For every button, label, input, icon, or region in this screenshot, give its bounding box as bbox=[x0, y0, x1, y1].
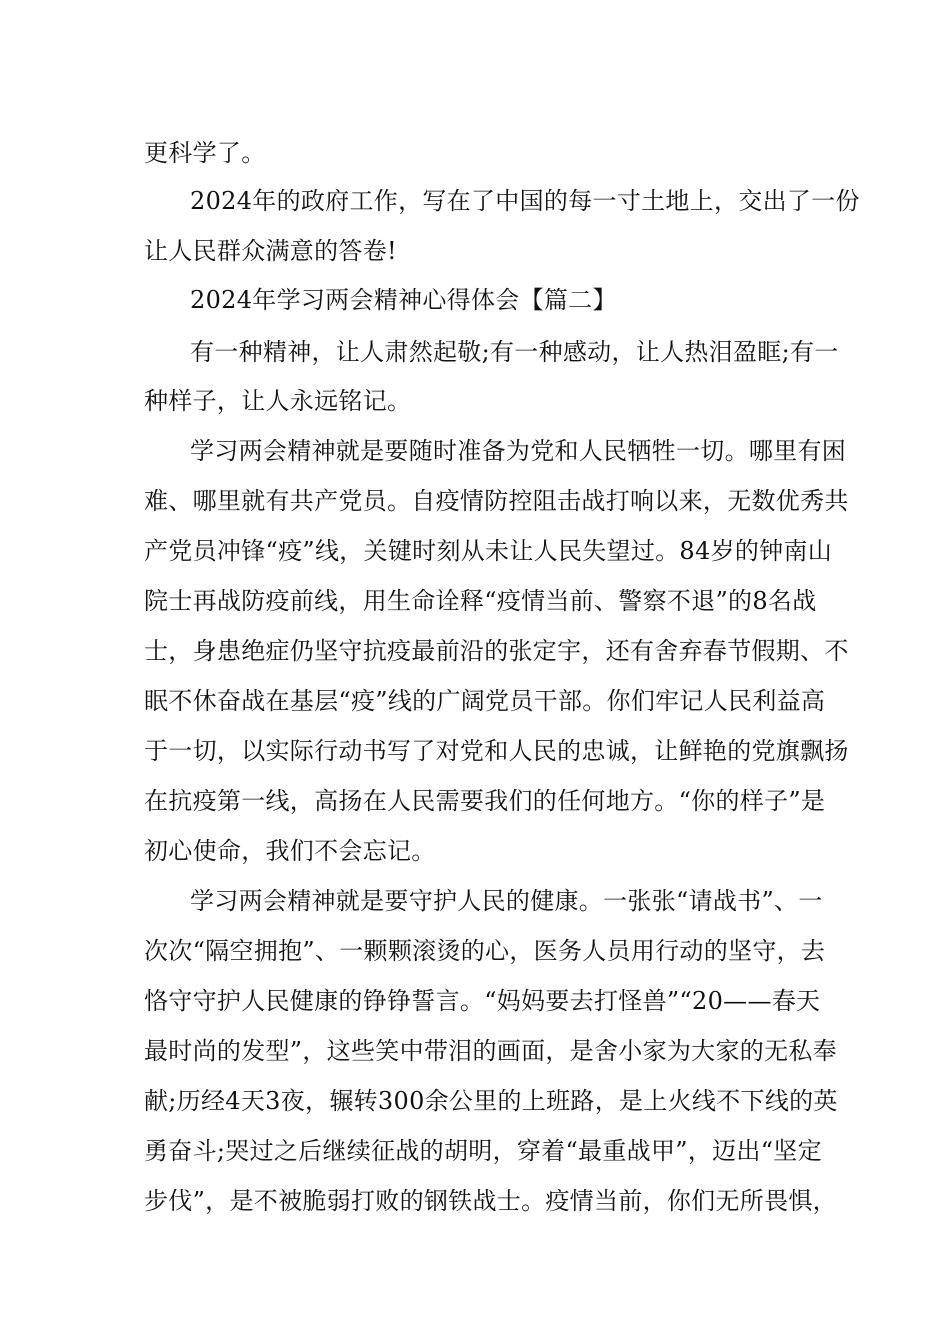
text-line: 最时尚的发型”，这些笑中带泪的画面，是舍小家为大家的无私奉 bbox=[144, 1037, 837, 1065]
text-line: 种样子，让人永远铭记。 bbox=[144, 387, 412, 415]
text-line: 难、哪里就有共产党员。自疫情防控阻击战打响以来，无数优秀共 bbox=[144, 487, 849, 515]
text-line: 让人民群众满意的答卷! bbox=[144, 237, 397, 265]
text-line: 学习两会精神就是要随时准备为党和人民牺牲一切。哪里有困 bbox=[190, 437, 847, 465]
text-line: 勇奋斗;哭过之后继续征战的胡明，穿着“最重战甲”，迈出“坚定 bbox=[144, 1137, 822, 1165]
text-line: 于一切，以实际行动书写了对党和人民的忠诚，让鲜艳的党旗飘扬 bbox=[144, 737, 849, 765]
text-line: 院士再战防疫前线，用生命诠释“疫情当前、警察不退”的8名战 bbox=[144, 587, 817, 615]
text-line: 恪守守护人民健康的铮铮誓言。“妈妈要去打怪兽”“20——春天 bbox=[144, 987, 821, 1015]
text-line: 眠不休奋战在基层“疫”线的广阔党员干部。你们牢记人民利益高 bbox=[144, 687, 826, 715]
text-line: 学习两会精神就是要守护人民的健康。一张张“请战书”、一 bbox=[190, 887, 823, 915]
text-line: 次次“隔空拥抱”、一颗颗滚烫的心，医务人员用行动的坚守，去 bbox=[144, 937, 826, 965]
text-line: 士，身患绝症仍坚守抗疫最前沿的张定宇，还有舍弃春节假期、不 bbox=[144, 637, 849, 665]
section-heading: 2024年学习两会精神心得体会【篇二】 bbox=[190, 286, 617, 314]
text-line: 产党员冲锋“疫”线，关键时刻从未让人民失望过。84岁的钟南山 bbox=[144, 537, 833, 565]
text-line: 初心使命，我们不会忘记。 bbox=[144, 837, 436, 865]
text-line: 在抗疫第一线，高扬在人民需要我们的任何地方。“你的样子”是 bbox=[144, 787, 826, 815]
text-line: 2024年的政府工作，写在了中国的每一寸土地上，交出了一份 bbox=[190, 187, 860, 215]
text-line: 有一种精神，让人肃然起敬;有一种感动，让人热泪盈眶;有一 bbox=[190, 338, 839, 366]
text-line: 步伐”，是不被脆弱打败的钢铁战士。疫情当前，你们无所畏惧， bbox=[144, 1187, 837, 1215]
text-line: 更科学了。 bbox=[144, 139, 266, 167]
text-line: 献;历经4天3夜，辗转300余公里的上班路，是上火线不下线的英 bbox=[144, 1087, 838, 1115]
